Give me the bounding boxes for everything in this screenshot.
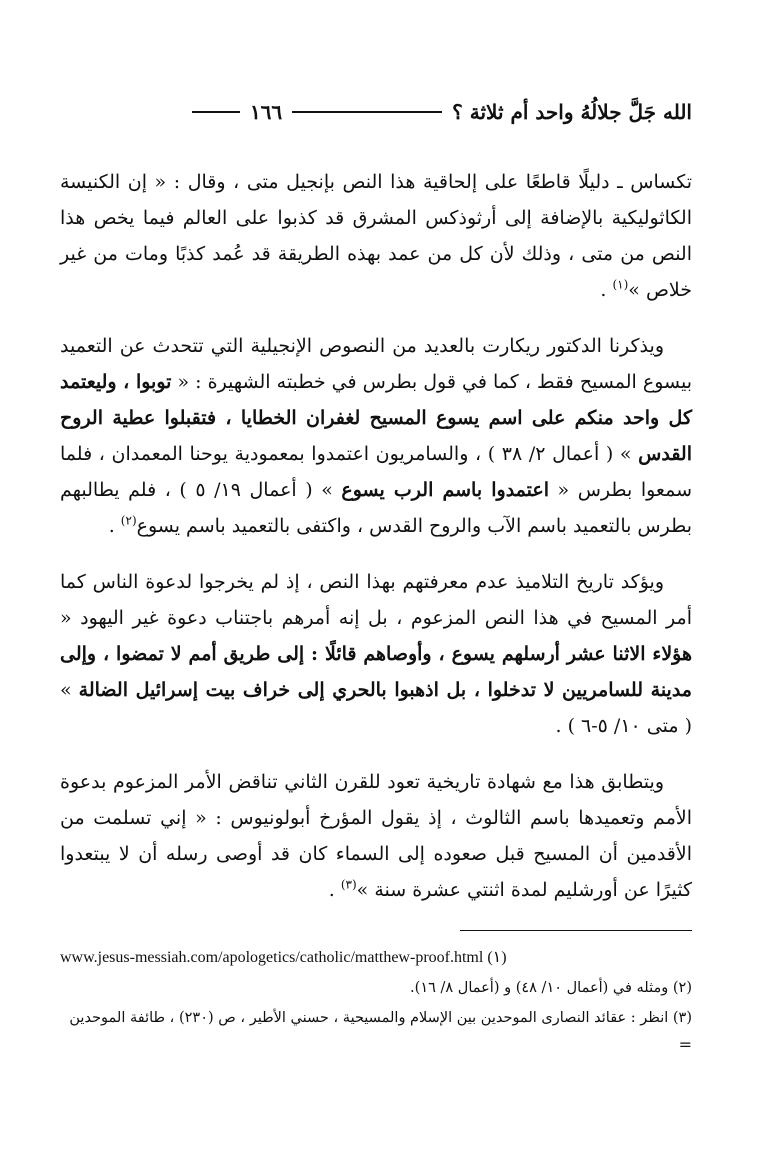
text-run: . [328,879,341,901]
paragraph [60,564,692,744]
footnote-1-url: www.jesus-messiah.com/apologetics/catholic/matthew-proof.html [60,949,484,966]
text-run: ويؤكد تاريخ التلاميذ عدم معرفتهم بهذا النص ، إذ لم يخرجوا لدعوة الناس كما أمر المسيح في هذا النص المزعوم ، بل إنه أمرهم باجتناب دعوة غير اليهود « [60,571,692,629]
text-run: ويذكرنا الدكتور ريكارت بالعديد من النصوص الإنجيلية التي تتحدث عن التعميد بيسوع المسيح فقط ، كما في قول بطرس في خطبته الشهيرة : « [60,335,692,393]
footnote-ref: (٢) [120,513,137,528]
running-title: الله جَلَّ جلالُهُ واحد أم ثلاثة ؟ [452,100,692,124]
header-rule-long [292,111,442,113]
quoted-verse: اعتمدوا باسم الرب يسوع [341,479,549,501]
running-header [60,92,692,132]
footnote-2: (٢) ومثله في (أعمال ١٠/ ٤٨) و (أعمال ٨/ ١٦). [410,980,692,996]
book-page [60,92,692,1057]
quoted-verse: هؤلاء الاثنا عشر أرسلهم يسوع ، وأوصاهم قائلًا : إلى طريق أمم لا تمضوا ، وإلى مدينة للسامريين لا تدخلوا ، بل اذهبوا بالحري إلى خراف بيت إسرائيل الضالة [60,643,692,701]
quoted-verse: توبوا ، وليعتمد كل واحد منكم على اسم يسوع المسيح لغفران الخطايا ، فتقبلوا عطية الروح القدس [60,371,693,465]
footnote-3-continuation: = [678,1035,692,1054]
text-run: ويتطابق هذا مع شهادة تاريخية تعود للقرن الثاني تناقض الأمر المزعوم بدعوة الأمم وتعميدها باسم الثالوث ، إذ يقول المؤرخ أبولونيوس : « إني تسلمت من الأقدمين أن المسيح قبل صعوده إلى السماء كان قد أوصى رسله أن لا يبتعدوا كثيرًا عن أورشليم لمدة اثنتي عشرة سنة » [60,771,692,901]
footnote-3: (٣) انظر : عقائد النصارى الموحدين بين الإسلام والمسيحية ، حسني الأطير ، ص (٢٣٠) ، طائفة الموحدين [69,1010,692,1026]
text-run: » ( أعمال ١٩/ ٥ ) ، فلم يطالبهم بطرس بالتعميد باسم الآب والروح القدس ، واكتفى بالتعميد باسم يسوع [60,479,692,537]
text-run: تكساس ـ دليلًا قاطعًا على إلحاقية هذا النص بإنجيل متى ، وقال : « إن الكنيسة الكاثوليكية بالإضافة إلى أرثوذكس المشرق قد كذبوا على العالم فيما يخص هذا النص من متى ، وذلك لأن كل من عمد بهذه الطريقة قد عُمد كذبًا ومات من غير خلاص » [60,171,692,301]
paragraph [60,764,692,908]
text-run: . [600,279,613,301]
footnote-ref: (١) [612,277,629,292]
body-text [60,164,692,908]
text-run: » ( أعمال ٢/ ٣٨ ) ، والسامريون اعتمدوا بمعمودية يوحنا المعمدان ، فلما سمعوا بطرس « [60,443,692,501]
text-run: » ( متى ١٠/ ٥-٦ ) . [60,679,692,737]
header-rule-short [192,111,240,113]
footnote-1 [60,943,692,973]
text-run: . [108,515,121,537]
footnotes [60,943,692,1057]
footnote-1-marker: (١) [487,949,507,966]
paragraph [60,164,692,308]
footnote-ref: (٣) [340,877,357,892]
footnote-separator [460,930,692,931]
page-number: ١٦٦ [249,100,283,124]
paragraph [60,328,692,544]
